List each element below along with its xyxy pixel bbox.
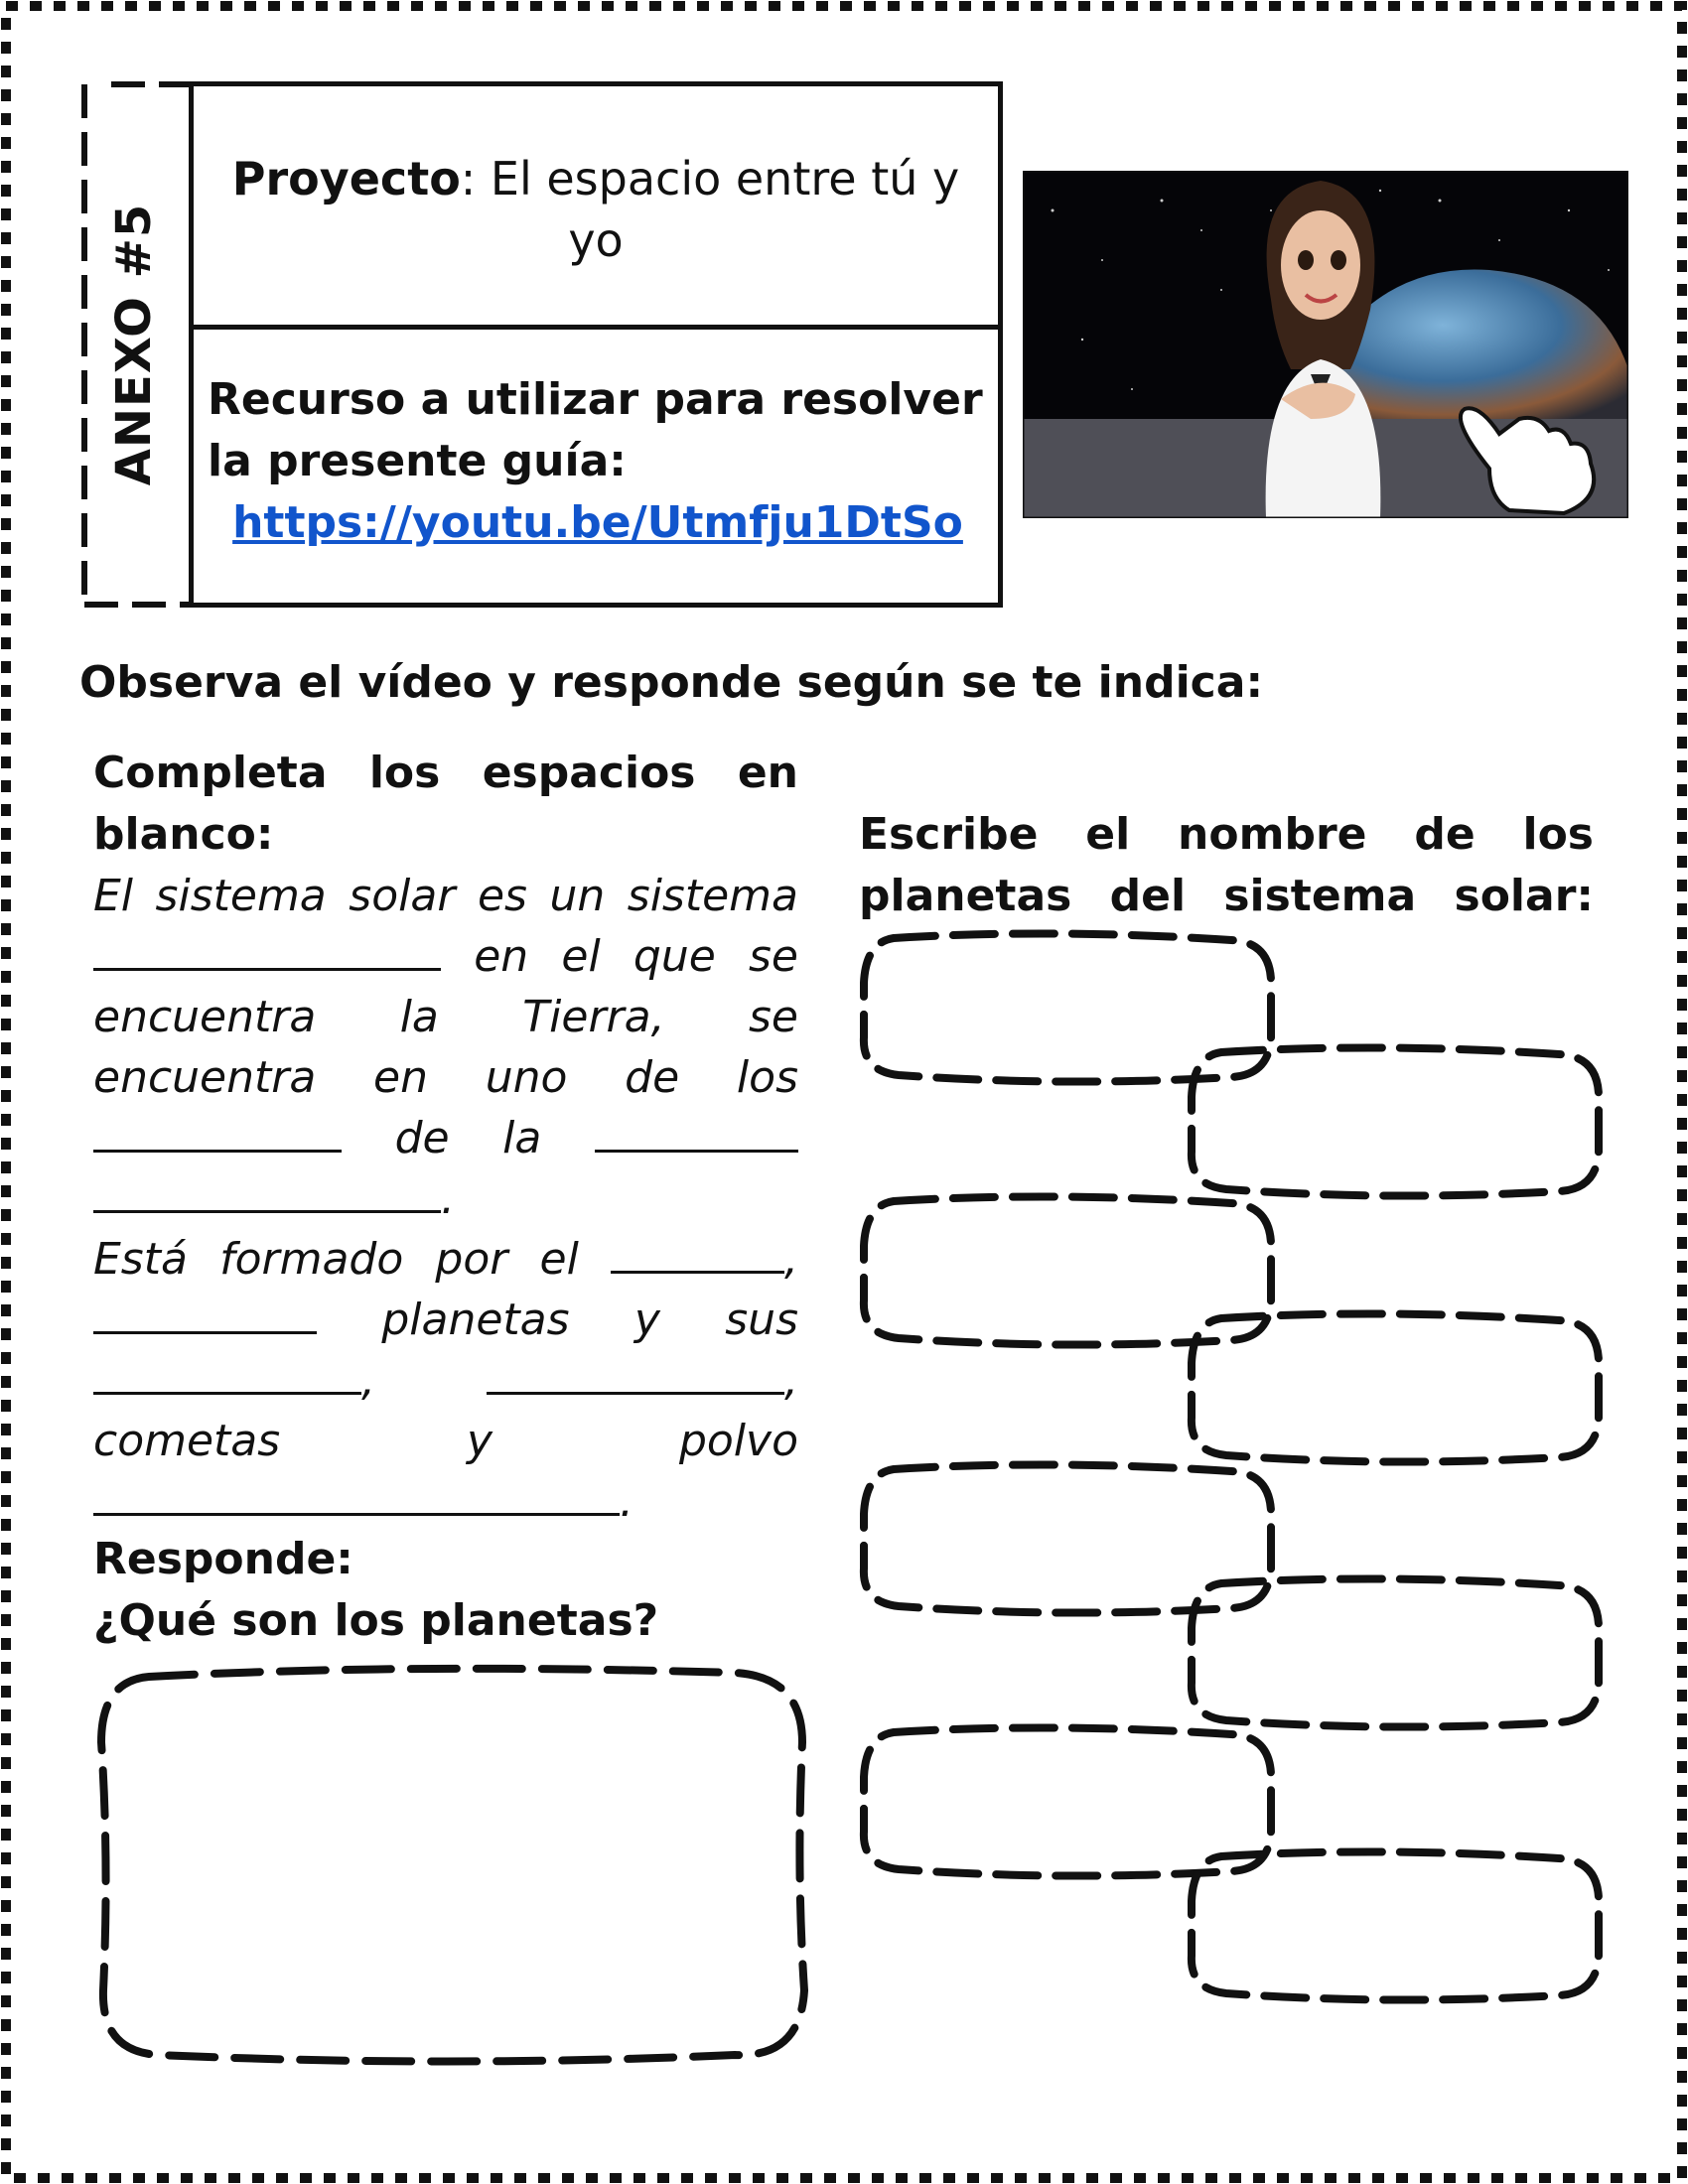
text-line-2 [93, 926, 798, 987]
planet-box-4[interactable] [1182, 1308, 1609, 1467]
text-line-8 [93, 1290, 798, 1350]
planet-box-8[interactable] [1182, 1846, 1609, 2005]
fill-blanks-heading: Completa los espacios en blanco: [93, 748, 798, 860]
text-line-10: cometas y polvo [93, 1416, 798, 1466]
blank-1[interactable] [93, 932, 441, 971]
video-link[interactable]: https://youtu.be/Utmfju1DtSo [232, 497, 963, 548]
answer-box[interactable] [89, 1663, 814, 2070]
blank-2[interactable] [93, 1114, 342, 1153]
answer-section [93, 1529, 658, 1652]
planets-section [859, 804, 1594, 927]
answer-question: ¿Qué son los planetas? [93, 1595, 659, 1646]
instruction-text: Observa el vídeo y responde según se te indica: [79, 657, 1264, 708]
text-line-7-words: Está formado por el [93, 1234, 579, 1285]
text-line-4: encuentra en uno de los [93, 1052, 798, 1103]
blank-6[interactable] [93, 1296, 317, 1334]
text-line-3: encuentra la Tierra, se [93, 992, 798, 1042]
planets-heading: Escribe el nombre de los planetas del sistema solar: [859, 809, 1594, 921]
blank-7[interactable] [93, 1356, 361, 1395]
header-divider [194, 325, 998, 330]
video-thumbnail[interactable] [1023, 171, 1628, 518]
planet-box-6[interactable] [1182, 1573, 1609, 1732]
text-line-9: , , [93, 1350, 798, 1411]
text-line-5 [93, 1108, 798, 1168]
fill-blanks-section [93, 743, 798, 1532]
annex-label: ANEXO #5 [106, 203, 162, 486]
project-header-box [189, 81, 1003, 608]
blank-5[interactable] [611, 1235, 784, 1274]
text-line-11: . [93, 1471, 798, 1532]
text-line-1: El sistema solar es un sistema [93, 871, 798, 921]
text-line-7: Está formado por el , [93, 1234, 798, 1285]
text-line-8-words: planetas y sus [381, 1295, 798, 1345]
blank-3[interactable] [595, 1114, 798, 1153]
project-name: : El espacio entre tú y yo [460, 152, 960, 267]
blank-4[interactable] [93, 1174, 441, 1213]
blank-9[interactable] [93, 1477, 620, 1516]
answer-label: Responde: [93, 1534, 353, 1584]
blank-8[interactable] [487, 1356, 784, 1395]
resource-block [208, 369, 988, 554]
project-label: Proyecto [231, 152, 461, 205]
text-line-2-words: en el que se [474, 931, 798, 982]
planet-box-2[interactable] [1182, 1042, 1609, 1201]
text-line-5-words: de la [394, 1113, 542, 1163]
resource-label: Recurso a utilizar para resolver la presente guía: [208, 374, 983, 486]
text-line-6: . [93, 1168, 798, 1229]
project-title [213, 148, 978, 271]
